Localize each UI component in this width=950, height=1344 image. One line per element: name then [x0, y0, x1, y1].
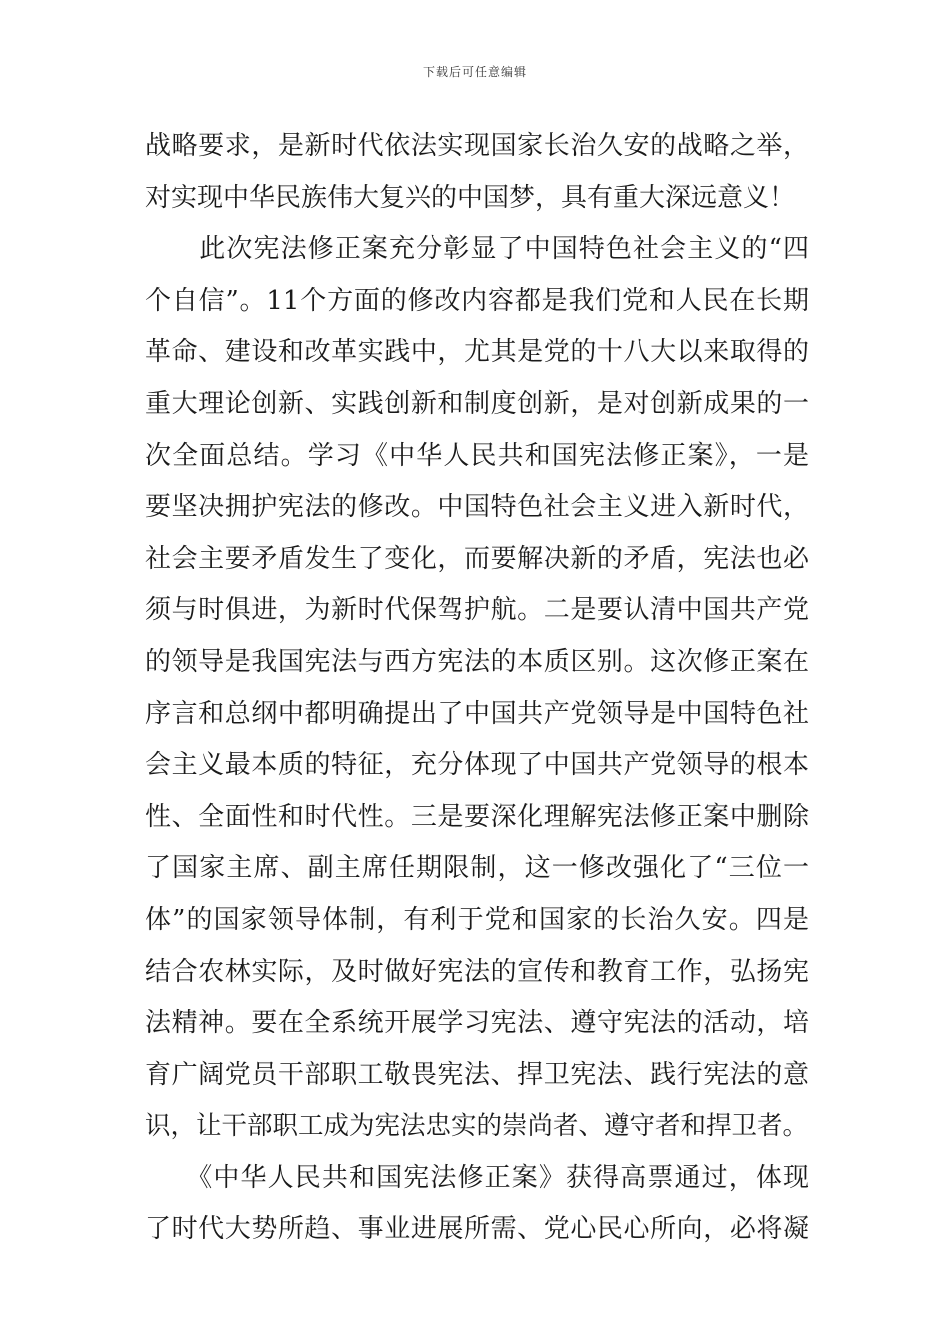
text-line: 育广阔党员干部职工敬畏宪法、捍卫宪法、践行宪法的意: [145, 1059, 809, 1090]
text-line: 了国家主席、副主席任期限制，这一修改强化了“三位一: [145, 853, 809, 884]
text-line: 结合农林实际，及时做好宪法的宣传和教育工作，弘扬宪: [145, 956, 809, 987]
text-line: 此次宪法修正案充分彰显了中国特色社会主义的“四: [145, 234, 809, 265]
text-line: 要坚决拥护宪法的修改。中国特色社会主义进入新时代，: [145, 492, 809, 523]
text-line: 的领导是我国宪法与西方宪法的本质区别。这次修正案在: [145, 646, 809, 677]
text-line: 对实现中华民族伟大复兴的中国梦，具有重大深远意义！: [145, 182, 796, 213]
text-line: 重大理论创新、实践创新和制度创新，是对创新成果的一: [145, 388, 809, 419]
text-line: 战略要求，是新时代依法实现国家长治久安的战略之举，: [145, 131, 809, 161]
text-line: 《中华人民共和国宪法修正案》获得高票通过，体现: [145, 1162, 809, 1193]
text-line: 性、全面性和时代性。三是要深化理解宪法修正案中删除: [145, 801, 809, 832]
text-line: 须与时俱进，为新时代保驾护航。二是要认清中国共产党: [145, 595, 809, 626]
text-line: 法精神。要在全系统开展学习宪法、遵守宪法的活动，培: [145, 1008, 809, 1039]
text-line: 识，让干部职工成为宪法忠实的崇尚者、遵守者和捍卫者。: [145, 1111, 809, 1142]
text-line: 次全面总结。学习《中华人民共和国宪法修正案》，一是: [145, 440, 809, 471]
text-line: 社会主要矛盾发生了变化，而要解决新的矛盾，宪法也必: [145, 543, 809, 574]
text-line: 体”的国家领导体制，有利于党和国家的长治久安。四是: [145, 904, 809, 935]
text-line: 会主义最本质的特征，充分体现了中国共产党领导的根本: [145, 750, 809, 781]
text-line: 了时代大势所趋、事业进展所需、党心民心所向，必将凝: [145, 1214, 809, 1245]
document-body: [145, 126, 809, 1261]
text-line: 个自信”。11个方面的修改内容都是我们党和人民在长期: [145, 285, 809, 316]
page-header: 下载后可任意编辑: [422, 65, 527, 79]
text-line: 序言和总纲中都明确提出了中国共产党领导是中国特色社: [145, 698, 809, 729]
text-line: 革命、建设和改革实践中，尤其是党的十八大以来取得的: [145, 337, 809, 368]
